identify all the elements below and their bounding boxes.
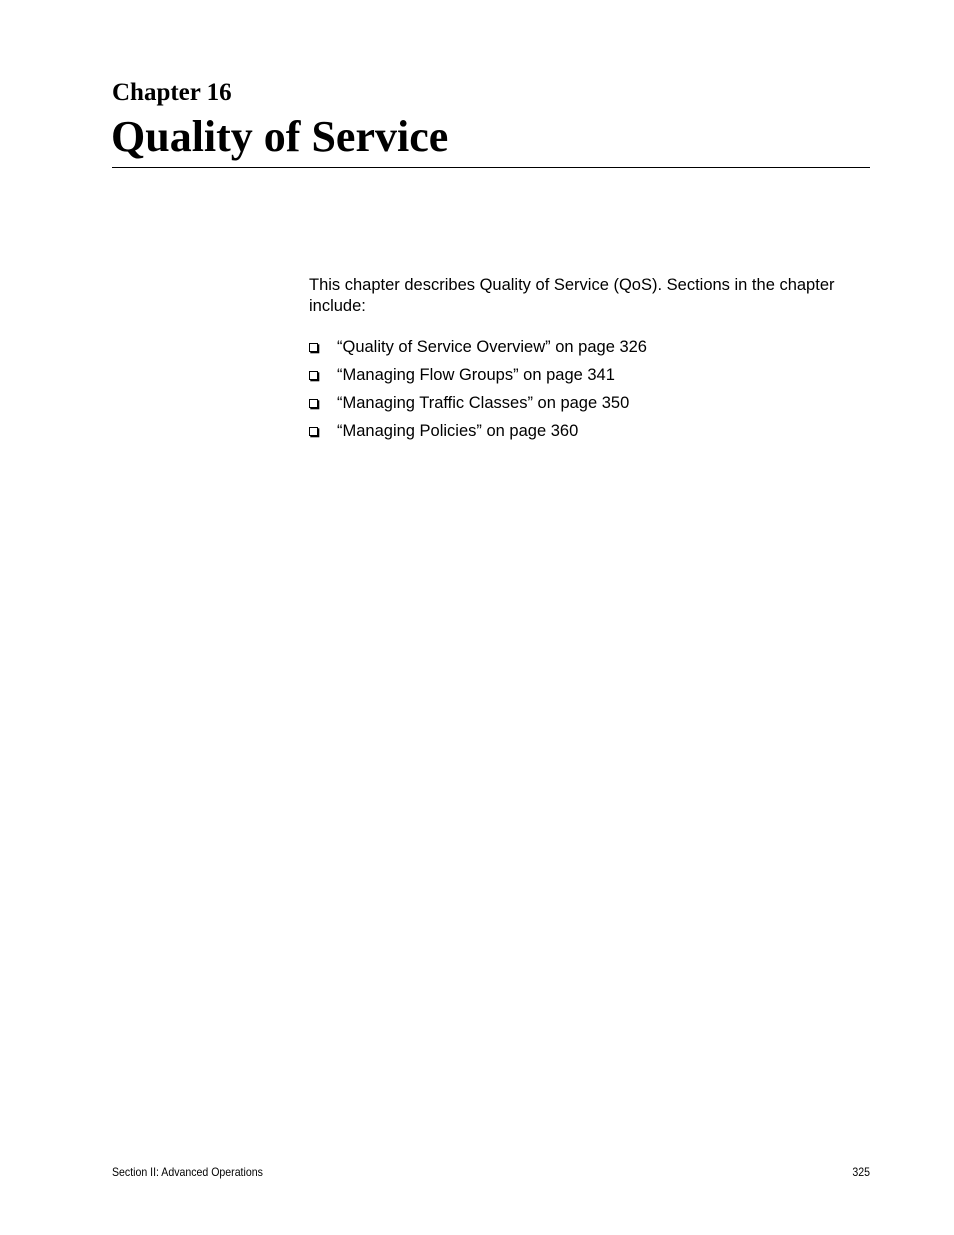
- page-title: Quality of Service: [111, 112, 449, 161]
- section-link[interactable]: “Managing Traffic Classes” on page 350: [337, 394, 630, 412]
- list-item[interactable]: [309, 417, 647, 445]
- checkbox-square-icon: [309, 343, 318, 352]
- section-link[interactable]: “Managing Policies” on page 360: [337, 422, 579, 440]
- intro-paragraph: This chapter describes Quality of Service (QoS). Sections in the chapter include:: [309, 276, 835, 315]
- list-item[interactable]: [309, 389, 647, 417]
- section-list: [309, 333, 647, 445]
- checkbox-square-icon: [309, 371, 318, 380]
- checkbox-square-icon: [309, 427, 318, 436]
- title-divider: [112, 167, 870, 168]
- checkbox-square-icon: [309, 399, 318, 408]
- list-item[interactable]: [309, 361, 647, 389]
- footer-section-name: Section II: Advanced Operations: [112, 1165, 263, 1179]
- section-link[interactable]: “Quality of Service Overview” on page 326: [337, 338, 647, 356]
- list-item[interactable]: [309, 333, 647, 361]
- section-link[interactable]: “Managing Flow Groups” on page 341: [337, 366, 615, 384]
- chapter-label: Chapter 16: [112, 79, 232, 106]
- footer-page-number: 325: [852, 1165, 870, 1179]
